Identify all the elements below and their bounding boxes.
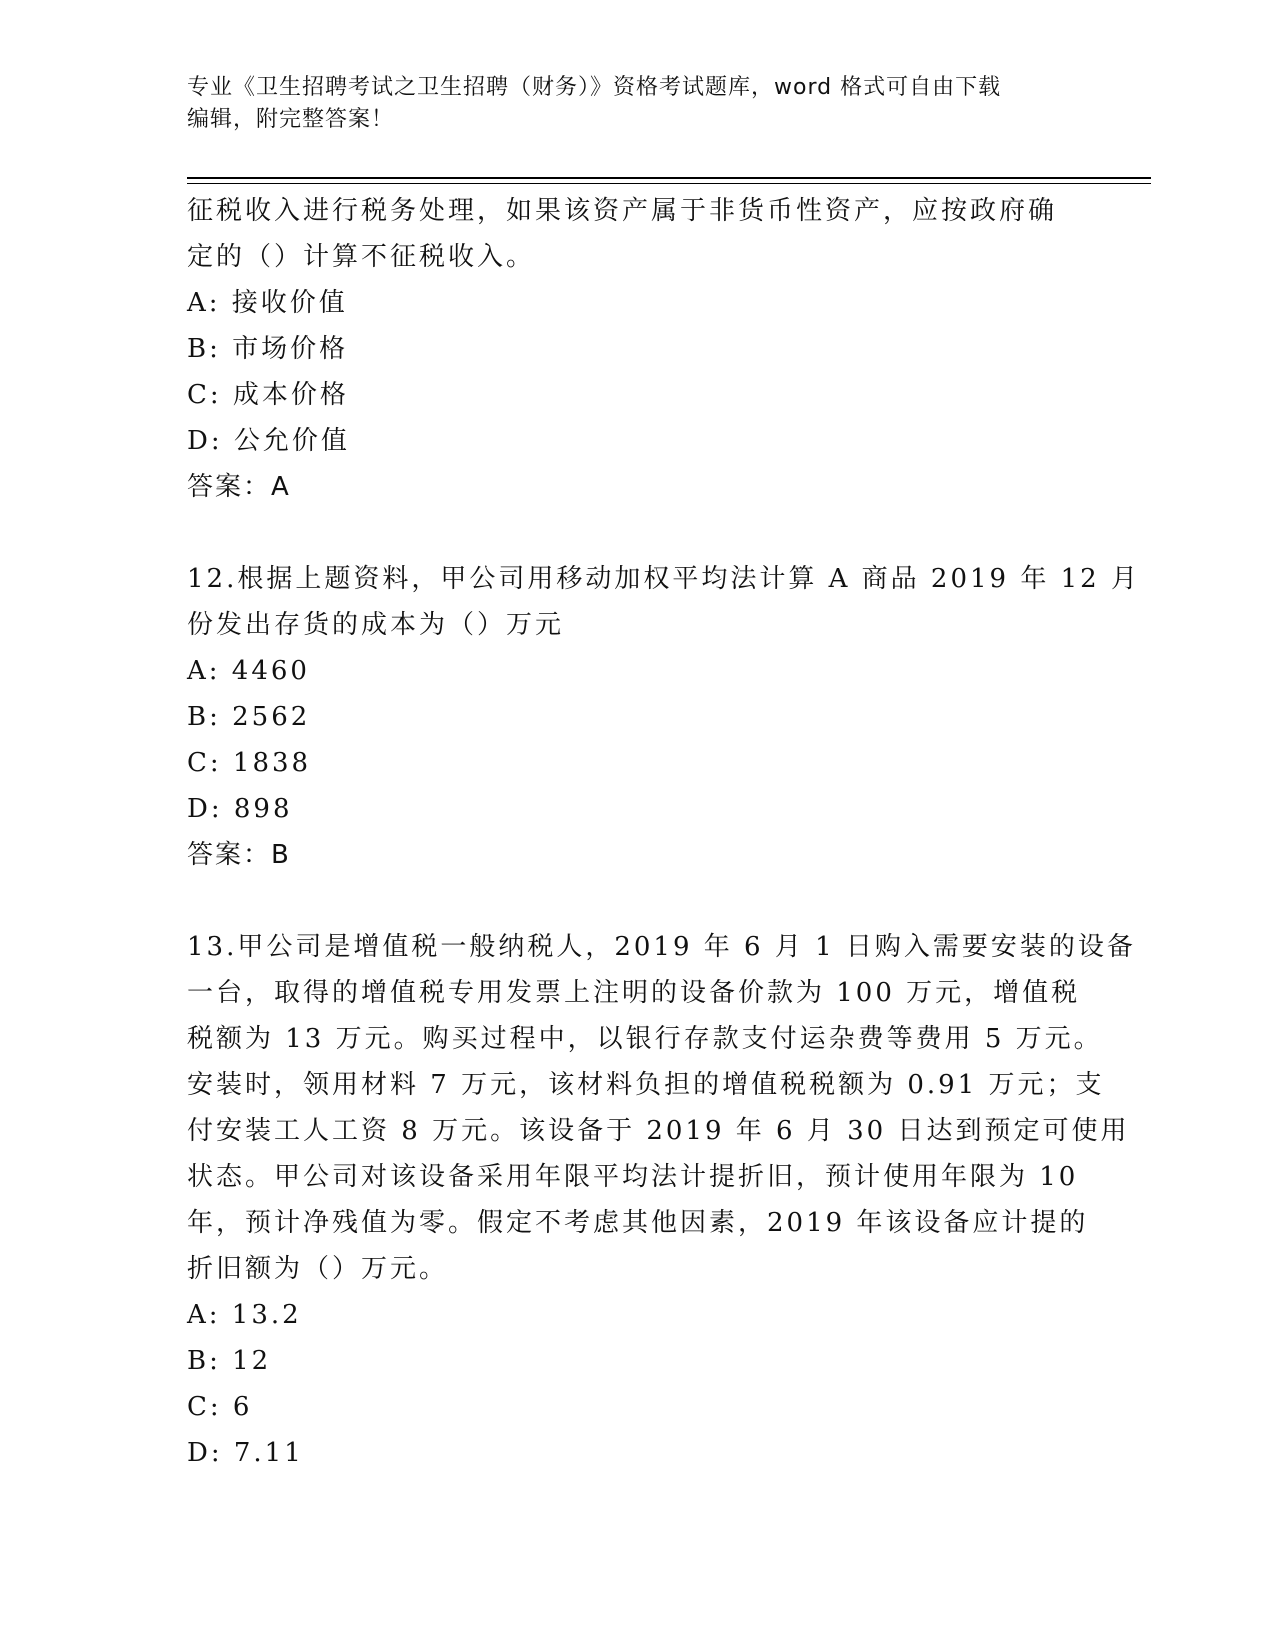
question-12-text-line-1: 12.根据上题资料，甲公司用移动加权平均法计算 A 商品 2019 年 12 月 xyxy=(187,564,1140,594)
document-header xyxy=(187,72,1067,136)
question-spacer xyxy=(187,878,1087,924)
header-rule-thick xyxy=(187,177,1151,179)
question-11-option-a: A: 接收价值 xyxy=(187,288,348,318)
question-13-option-c: C: 6 xyxy=(187,1392,253,1422)
question-13 xyxy=(187,924,1136,1476)
question-11-answer: 答案：A xyxy=(187,472,291,502)
header-rule-thin xyxy=(187,183,1151,184)
question-spacer xyxy=(187,510,1087,556)
question-13-text-line-6: 状态。甲公司对该设备采用年限平均法计提折旧，预计使用年限为 10 xyxy=(187,1162,1079,1192)
question-13-text-line-3: 税额为 13 万元。购买过程中，以银行存款支付运杂费等费用 5 万元。 xyxy=(187,1024,1103,1054)
question-12-option-d: D: 898 xyxy=(187,794,293,824)
question-11-option-c: C: 成本价格 xyxy=(187,380,349,410)
question-13-option-b: B: 12 xyxy=(187,1346,272,1376)
question-12-option-c: C: 1838 xyxy=(187,748,312,778)
question-13-text-line-7: 年，预计净残值为零。假定不考虑其他因素，2019 年该设备应计提的 xyxy=(187,1208,1089,1238)
question-12 xyxy=(187,556,1140,878)
question-13-text-line-2: 一台，取得的增值税专用发票上注明的设备价款为 100 万元，增值税 xyxy=(187,978,1081,1008)
question-content xyxy=(187,188,1140,1476)
question-11-option-b: B: 市场价格 xyxy=(187,334,349,364)
question-12-text-line-2: 份发出存货的成本为（）万元 xyxy=(187,610,565,640)
header-line-2: 编辑，附完整答案！ xyxy=(187,107,395,132)
question-13-text-line-1: 13.甲公司是增值税一般纳税人，2019 年 6 月 1 日购入需要安装的设备 xyxy=(187,932,1136,962)
header-line-1: 专业《卫生招聘考试之卫生招聘（财务）》资格考试题库，word 格式可自由下载 xyxy=(187,75,1002,100)
question-13-text-line-5: 付安装工人工资 8 万元。该设备于 2019 年 6 月 30 日达到预定可使用 xyxy=(187,1116,1130,1146)
question-12-option-b: B: 2562 xyxy=(187,702,311,732)
question-13-text-line-8: 折旧额为（）万元。 xyxy=(187,1254,449,1284)
question-13-option-d: D: 7.11 xyxy=(187,1438,304,1468)
question-13-text-line-4: 安装时，领用材料 7 万元，该材料负担的增值税税额为 0.91 万元；支 xyxy=(187,1070,1105,1100)
question-12-answer: 答案：B xyxy=(187,840,291,870)
question-13-option-a: A: 13.2 xyxy=(187,1300,302,1330)
question-11-option-d: D: 公允价值 xyxy=(187,426,350,456)
question-11-text-line-1: 征税收入进行税务处理，如果该资产属于非货币性资产，应按政府确 xyxy=(187,196,1058,226)
question-12-option-a: A: 4460 xyxy=(187,656,310,686)
question-11-continued xyxy=(187,188,1087,510)
question-11-text-line-2: 定的（）计算不征税收入。 xyxy=(187,242,536,272)
